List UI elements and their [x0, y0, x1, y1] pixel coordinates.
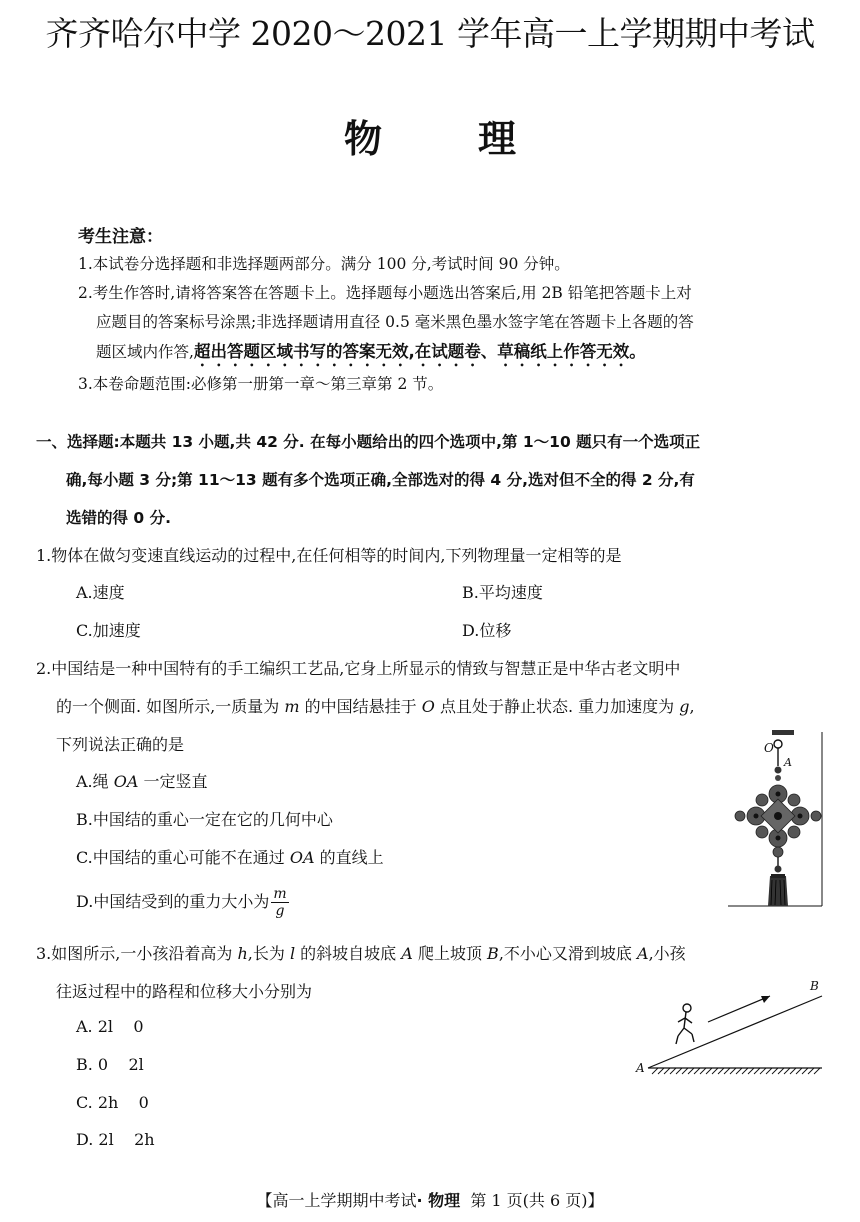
question-3-option-a: A. 2l 0 [76, 1017, 144, 1036]
q2-opt-text: 一定竖直 [143, 772, 208, 791]
notice-item-2-line-2: 应题目的答案标号涂黑;非选择题请用直径 0.5 毫米黑色墨水签字笔在答题卡上各题的答 [96, 313, 694, 331]
footer-subject: · 物理 [416, 1191, 461, 1210]
fraction-m-over-g [271, 886, 288, 919]
q2-var-g: g [679, 697, 690, 716]
notice-item-3: 3.本卷命题范围:必修第一册第一章～第三章第 2 节。 [78, 375, 444, 393]
q2-text: , [689, 697, 695, 716]
question-2-option-a [76, 769, 208, 792]
q3-text: 3.如图所示,一小孩沿着高为 [36, 944, 233, 963]
exam-title: 齐齐哈尔中学 2020～2021 学年高一上学期期中考试 [45, 14, 815, 53]
question-3-line-2: 往返过程中的路程和位移大小分别为 [56, 982, 313, 1001]
question-1-option-a: A.速度 [76, 583, 125, 602]
fig-label-a: A [784, 756, 792, 769]
notice-item-2-line-1: 2.考生作答时,请将答案答在答题卡上。选择题每小题选出答案后,用 2B 铅笔把答题卡上对 [78, 284, 692, 302]
question-2-line-2 [56, 694, 695, 717]
section-instructions-line-1: 一、选择题:本题共 13 小题,共 42 分. 在每小题给出的四个选项中,第 1～10 题只有一个选项正 [36, 433, 701, 451]
notice-item-1: 1.本试卷分选择题和非选择题两部分。满分 100 分,考试时间 90 分钟。 [78, 255, 570, 273]
q3-var-a: A [637, 944, 649, 963]
chinese-knot-figure [726, 730, 826, 910]
question-2-line-3: 下列说法正确的是 [56, 735, 185, 754]
question-2-option-b: B.中国结的重心一定在它的几何中心 [76, 810, 333, 829]
child-figure [676, 1004, 694, 1044]
question-3-line-1 [36, 941, 686, 964]
notice-plain-text: 题区域内作答, [96, 343, 194, 361]
question-2-option-c [76, 845, 384, 868]
q2-text: 的一个侧面. 如图所示,一质量为 [56, 697, 280, 716]
question-1-option-d: D.位移 [462, 621, 512, 640]
question-1-stem: 1.物体在做匀变速直线运动的过程中,在任何相等的时间内,下列物理量一定相等的是 [36, 546, 622, 565]
subject-char-2: 理 [478, 116, 517, 161]
question-3-option-b: B. 0 2l [76, 1055, 144, 1074]
notice-heading: 考生注意： [78, 227, 163, 247]
q2-opt-text: D.中国结受到的重力大小为 [76, 892, 270, 911]
question-3-option-d: D. 2l 2h [76, 1130, 155, 1149]
q2-opt-text: A.绳 [76, 772, 109, 791]
q3-text: 爬上坡顶 [417, 944, 482, 963]
q3-text: ,长为 [247, 944, 285, 963]
question-2-line-1: 2.中国结是一种中国特有的手工编织工艺品,它身上所显示的情致与智慧正是中华古老文明中 [36, 659, 681, 678]
fraction-numerator: m [273, 886, 287, 902]
question-3-option-c: C. 2h 0 [76, 1093, 149, 1112]
notice-emphasis-text: 超出答题区域书写的答案无效,在试题卷、草稿纸上作答无效。 [193, 342, 646, 361]
q3-var-h: h [237, 944, 248, 963]
q3-text: ,小孩 [648, 944, 686, 963]
slope-figure [632, 976, 828, 1080]
page-footer [0, 1188, 860, 1211]
q2-text: 的中国结悬挂于 [304, 697, 417, 716]
q2-opt-text: 的直线上 [319, 848, 384, 867]
section-instructions-line-2: 确,每小题 3 分;第 11～13 题有多个选项正确,全部选对的得 4 分,选对但不全的得 2 分,有 [66, 471, 695, 489]
footer-page-number: 第 1 页(共 6 页)】 [460, 1191, 604, 1210]
q3-var-a: A [401, 944, 413, 963]
fig-label-a: A [636, 1061, 645, 1075]
q3-text: 的斜坡自坡底 [300, 944, 397, 963]
notice-item-2-line-3 [96, 337, 646, 370]
q2-opt-text: C.中国结的重心可能不在通过 [76, 848, 285, 867]
fig-label-b: B [810, 979, 819, 993]
q3-text: ,不小心又滑到坡底 [498, 944, 632, 963]
question-2-option-d [76, 886, 289, 919]
q2-var-oa: OA [289, 848, 315, 867]
footer-text: 【高一上学期期中考试 [256, 1191, 417, 1210]
q3-var-b: B [487, 944, 499, 963]
fraction-denominator: g [275, 903, 285, 919]
subject-title [0, 108, 860, 163]
q3-var-l: l [289, 944, 296, 963]
q2-var-o: O [421, 697, 435, 716]
fig-label-o: O [764, 741, 774, 755]
subject-char-1: 物 [343, 116, 382, 161]
q2-text: 点且处于静止状态. 重力加速度为 [439, 697, 675, 716]
question-1-option-b: B.平均速度 [462, 583, 543, 602]
q2-var-oa: OA [113, 772, 139, 791]
q2-var-m: m [284, 697, 300, 716]
section-instructions-line-3: 选错的得 0 分. [66, 509, 171, 527]
question-1-option-c: C.加速度 [76, 621, 141, 640]
